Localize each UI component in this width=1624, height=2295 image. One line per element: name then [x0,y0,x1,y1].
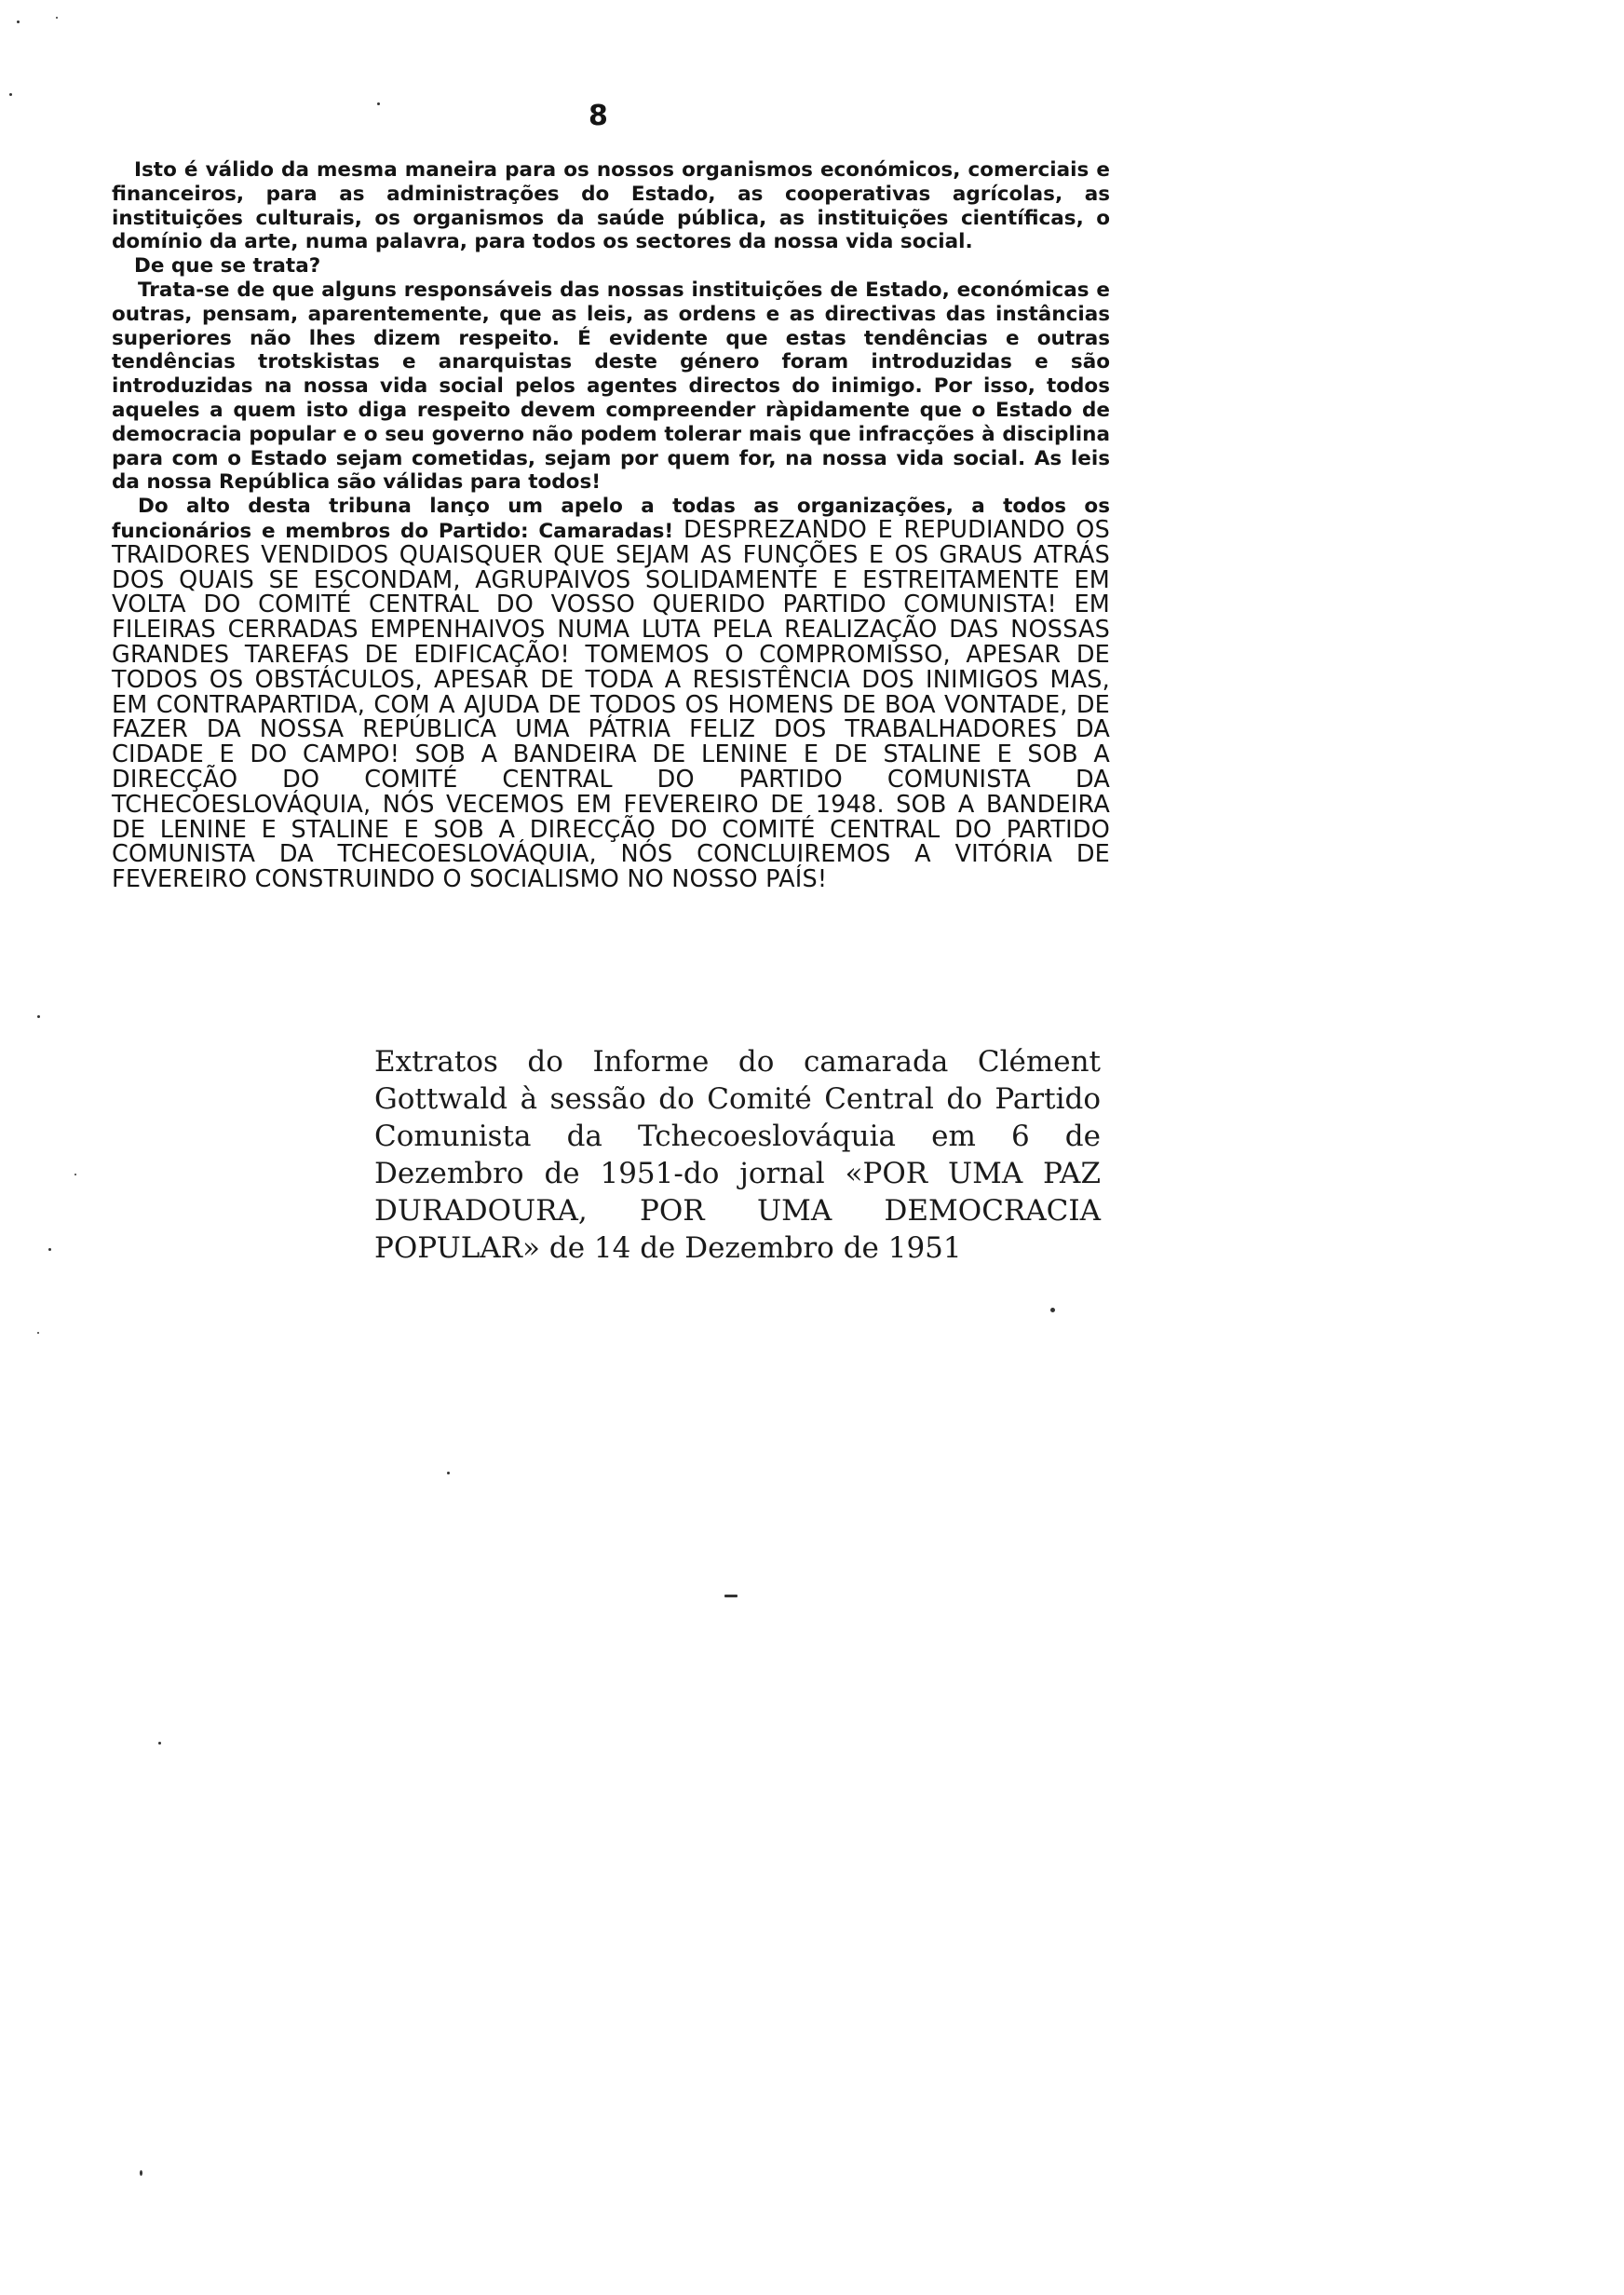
scan-speck [37,1015,40,1018]
source-caption: Extratos do Informe do camarada Clément Gottwald à sessão do Comité Central do Partido Comunista da Tchecoeslováquia em 6 de Dezembro de 1951-do jornal «POR UMA PAZ DURADOURA, POR UMA DEMOCRACIA POPULAR» de 14 de Dezembro de 1951 [374,1045,1101,1265]
scan-speck [724,1595,738,1597]
scan-speck [9,93,12,96]
scan-speck [17,20,20,23]
scan-speck [377,102,380,105]
page-number: 8 [589,100,608,132]
scan-speck [447,1472,450,1474]
appeal-intro: Do alto desta tribuna lanço um apelo a todas as organizações, a todos os funcionários e membros do Partido: Camaradas! [112,495,1110,543]
paragraph-appeal [112,495,1110,893]
appeal-capitals: DESPREZANDO E REPUDIANDO OS TRAIDORES VENDIDOS QUAISQUER QUE SEJAM AS FUNÇÕES E OS GRAUS ATRÁS DOS QUAIS SE ESCONDAM, AGRUPAIVOS SOLIDAMENTE E ESTREITAMENTE EM VOLTA DO COMITÉ CENTRAL DO VOSSO QUERIDO PARTIDO COMUNISTA! EM FILEIRAS CERRADAS EMPENHAIVOS NUMA LUTA PELA REALIZAÇÃO DAS NOSSAS GRANDES TAREFAS DE EDIFICAÇÃO! TOMEMOS O COMPROMISSO, APESAR DE TODOS OS OBSTÁCULOS, APESAR DE TODA A RESISTÊNCIA DOS INIMIGOS MAS, EM CONTRAPARTIDA, COM A AJUDA DE TODOS OS HOMENS DE BOA VONTADE, DE FAZER DA NOSSA REPÚBLICA UMA PÁTRIA FELIZ DOS TRABALHADORES DA CIDADE E DO CAMPO! SOB A BANDEIRA DE LENINE E DE STALINE E SOB A DIRECÇÃO DO COMITÉ CENTRAL DO PARTIDO COMUNISTA DA TCHECOESLOVÁQUIA, NÓS VECEMOS EM FEVEREIRO DE 1948. SOB A BANDEIRA DE LENINE E STALINE E SOB A DIRECÇÃO DO COMITÉ CENTRAL DO PARTIDO COMUNISTA DA TCHECOESLOVÁQUIA, NÓS CONCLUIREMOS A VITÓRIA DE FEVEREIRO CONSTRUINDO O SOCIALISMO NO NOSSO PAÍS! [112,515,1110,894]
paragraph-question: De que se trata? [134,254,321,278]
scan-speck [1050,1308,1055,1312]
scan-speck [158,1742,161,1745]
scan-speck [74,1174,76,1175]
scan-speck [48,1248,51,1251]
scan-speck [140,2170,142,2176]
paragraph-explanation: Trata-se de que alguns responsáveis das nossas instituições de Estado, económicas e outras, pensam, aparentemente, que as leis, as ordens e as directivas das instâncias superiores não lhes dizem respeito. É evidente que estas tendências e outras tendências trotskistas e anarquistas deste género foram introduzidas e são introduzidas na nossa vida social pelos agentes directos do inimigo. Por isso, todos aqueles a quem isto diga respeito devem compreender ràpidamente que o Estado de democracia popular e o seu governo não podem tolerar mais que infracções à disciplina para com o Estado sejam cometidas, sejam por quem for, na nossa vida social. As leis da nossa República são válidas para todos! [112,278,1110,495]
paragraph-scope: Isto é válido da mesma maneira para os nossos organismos económicos, comerciais e financeiros, para as administrações do Estado, as cooperativas agrícolas, as instituições culturais, os organismos da saúde pública, as instituições científicas, o domínio da arte, numa palavra, para todos os sectores da nossa vida social. [112,158,1110,254]
body-text [112,158,1110,893]
scan-speck [56,17,58,19]
scan-speck [37,1332,39,1334]
